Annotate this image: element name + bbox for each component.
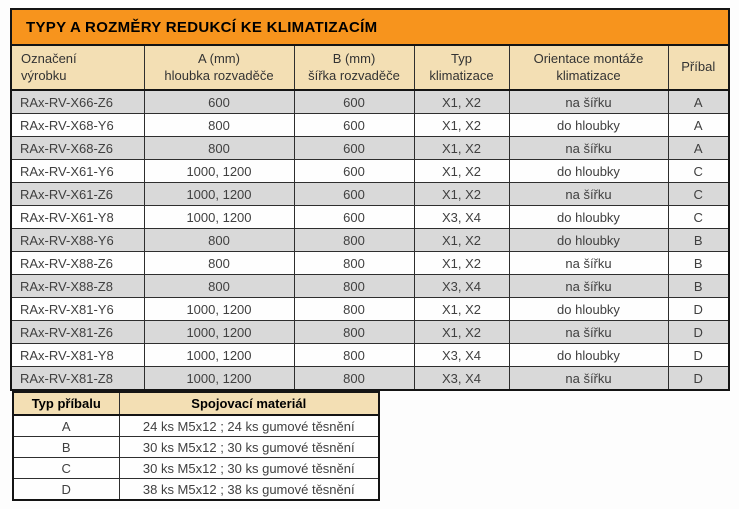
ac-type-cell: X1, X2 (414, 137, 509, 160)
table-row (11, 367, 729, 391)
orientation-cell: do hloubky (509, 229, 668, 252)
table-row (11, 298, 729, 321)
table-row (13, 479, 379, 501)
table-row (11, 344, 729, 367)
packing-header-row (13, 392, 379, 415)
depth-cell: 1000, 1200 (144, 367, 294, 391)
depth-cell: 600 (144, 90, 294, 114)
table-row (11, 183, 729, 206)
ac-type-cell: X1, X2 (414, 90, 509, 114)
table-row (11, 206, 729, 229)
width-cell: 600 (294, 160, 414, 183)
column-header-depth (144, 45, 294, 90)
product-code-cell: RAx-RV-X81-Y8 (11, 344, 144, 367)
material-cell: 24 ks M5x12 ; 24 ks gumové těsnění (119, 415, 379, 437)
ac-type-cell: X1, X2 (414, 114, 509, 137)
packing-cell: C (668, 160, 729, 183)
orientation-cell: do hloubky (509, 114, 668, 137)
ac-type-cell: X1, X2 (414, 160, 509, 183)
product-code-cell: RAx-RV-X88-Z6 (11, 252, 144, 275)
product-code-cell: RAx-RV-X88-Z8 (11, 275, 144, 298)
header-line: výrobku (21, 67, 67, 83)
depth-cell: 800 (144, 229, 294, 252)
depth-cell: 1000, 1200 (144, 321, 294, 344)
product-code-cell: RAx-RV-X68-Y6 (11, 114, 144, 137)
packing-type-cell: B (13, 437, 119, 458)
depth-cell: 800 (144, 137, 294, 160)
table-row (11, 90, 729, 114)
packing-type-header: Typ příbalu (13, 392, 119, 415)
depth-cell: 1000, 1200 (144, 160, 294, 183)
orientation-cell: na šířku (509, 367, 668, 391)
packing-type-cell: D (13, 479, 119, 501)
header-line: šířka rozvaděče (308, 67, 400, 83)
title-row (11, 9, 729, 45)
packing-type-cell: C (13, 458, 119, 479)
table-row (11, 275, 729, 298)
ac-type-cell: X1, X2 (414, 183, 509, 206)
ac-type-cell: X3, X4 (414, 275, 509, 298)
orientation-cell: do hloubky (509, 206, 668, 229)
depth-cell: 1000, 1200 (144, 298, 294, 321)
orientation-cell: na šířku (509, 137, 668, 160)
header-line: klimatizace (429, 67, 494, 83)
product-code-cell: RAx-RV-X81-Z8 (11, 367, 144, 391)
width-cell: 800 (294, 275, 414, 298)
header-line: hloubka rozvaděče (164, 67, 274, 83)
material-cell: 30 ks M5x12 ; 30 ks gumové těsnění (119, 458, 379, 479)
table-row (13, 415, 379, 437)
packing-cell: B (668, 252, 729, 275)
ac-type-cell: X3, X4 (414, 344, 509, 367)
table-row (13, 437, 379, 458)
depth-cell: 1000, 1200 (144, 344, 294, 367)
table-row (11, 252, 729, 275)
product-code-cell: RAx-RV-X66-Z6 (11, 90, 144, 114)
ac-type-cell: X1, X2 (414, 298, 509, 321)
packing-cell: A (668, 90, 729, 114)
header-line: Orientace montáže (533, 50, 644, 66)
packing-type-cell: A (13, 415, 119, 437)
packing-cell: C (668, 183, 729, 206)
ac-type-cell: X3, X4 (414, 367, 509, 391)
table-row (11, 321, 729, 344)
depth-cell: 800 (144, 114, 294, 137)
column-header-packing (668, 45, 729, 90)
width-cell: 800 (294, 252, 414, 275)
depth-cell: 1000, 1200 (144, 183, 294, 206)
column-header-product (11, 45, 144, 90)
orientation-cell: na šířku (509, 321, 668, 344)
orientation-cell: do hloubky (509, 344, 668, 367)
column-header-orientation (509, 45, 668, 90)
packing-cell: B (668, 275, 729, 298)
column-header-width (294, 45, 414, 90)
width-cell: 800 (294, 229, 414, 252)
table-row (11, 114, 729, 137)
header-line: klimatizace (556, 67, 621, 83)
product-code-cell: RAx-RV-X61-Y6 (11, 160, 144, 183)
product-code-cell: RAx-RV-X61-Z6 (11, 183, 144, 206)
reduction-types-table (10, 8, 730, 391)
ac-type-cell: X1, X2 (414, 229, 509, 252)
table-row (13, 458, 379, 479)
packing-cell: A (668, 114, 729, 137)
ac-type-cell: X1, X2 (414, 252, 509, 275)
width-cell: 600 (294, 114, 414, 137)
header-line: Označení (21, 50, 77, 66)
table-title: TYPY A ROZMĚRY REDUKCÍ KE KLIMATIZACÍM (11, 9, 729, 45)
width-cell: 600 (294, 137, 414, 160)
depth-cell: 800 (144, 275, 294, 298)
width-cell: 600 (294, 183, 414, 206)
packing-cell: D (668, 321, 729, 344)
header-line: Typ (451, 50, 472, 66)
column-header-ac-type (414, 45, 509, 90)
packing-cell: D (668, 344, 729, 367)
packing-cell: B (668, 229, 729, 252)
orientation-cell: na šířku (509, 183, 668, 206)
packing-cell: C (668, 206, 729, 229)
product-code-cell: RAx-RV-X81-Z6 (11, 321, 144, 344)
packing-material-table (12, 391, 380, 501)
packing-cell: D (668, 298, 729, 321)
orientation-cell: na šířku (509, 252, 668, 275)
header-line: B (mm) (332, 50, 376, 66)
material-header: Spojovací materiál (119, 392, 379, 415)
orientation-cell: do hloubky (509, 298, 668, 321)
packing-cell: A (668, 137, 729, 160)
material-cell: 38 ks M5x12 ; 38 ks gumové těsnění (119, 479, 379, 501)
width-cell: 800 (294, 298, 414, 321)
width-cell: 800 (294, 344, 414, 367)
table-row (11, 229, 729, 252)
product-code-cell: RAx-RV-X88-Y6 (11, 229, 144, 252)
width-cell: 800 (294, 321, 414, 344)
packing-cell: D (668, 367, 729, 391)
ac-type-cell: X1, X2 (414, 321, 509, 344)
table-row (11, 160, 729, 183)
width-cell: 600 (294, 90, 414, 114)
ac-type-cell: X3, X4 (414, 206, 509, 229)
orientation-cell: na šířku (509, 90, 668, 114)
depth-cell: 1000, 1200 (144, 206, 294, 229)
orientation-cell: na šířku (509, 275, 668, 298)
material-cell: 30 ks M5x12 ; 30 ks gumové těsnění (119, 437, 379, 458)
product-code-cell: RAx-RV-X68-Z6 (11, 137, 144, 160)
orientation-cell: do hloubky (509, 160, 668, 183)
header-line: Příbal (681, 59, 716, 75)
header-line: A (mm) (198, 50, 240, 66)
width-cell: 600 (294, 206, 414, 229)
product-code-cell: RAx-RV-X61-Y8 (11, 206, 144, 229)
depth-cell: 800 (144, 252, 294, 275)
table-row (11, 137, 729, 160)
product-code-cell: RAx-RV-X81-Y6 (11, 298, 144, 321)
column-header-row (11, 45, 729, 90)
width-cell: 800 (294, 367, 414, 391)
